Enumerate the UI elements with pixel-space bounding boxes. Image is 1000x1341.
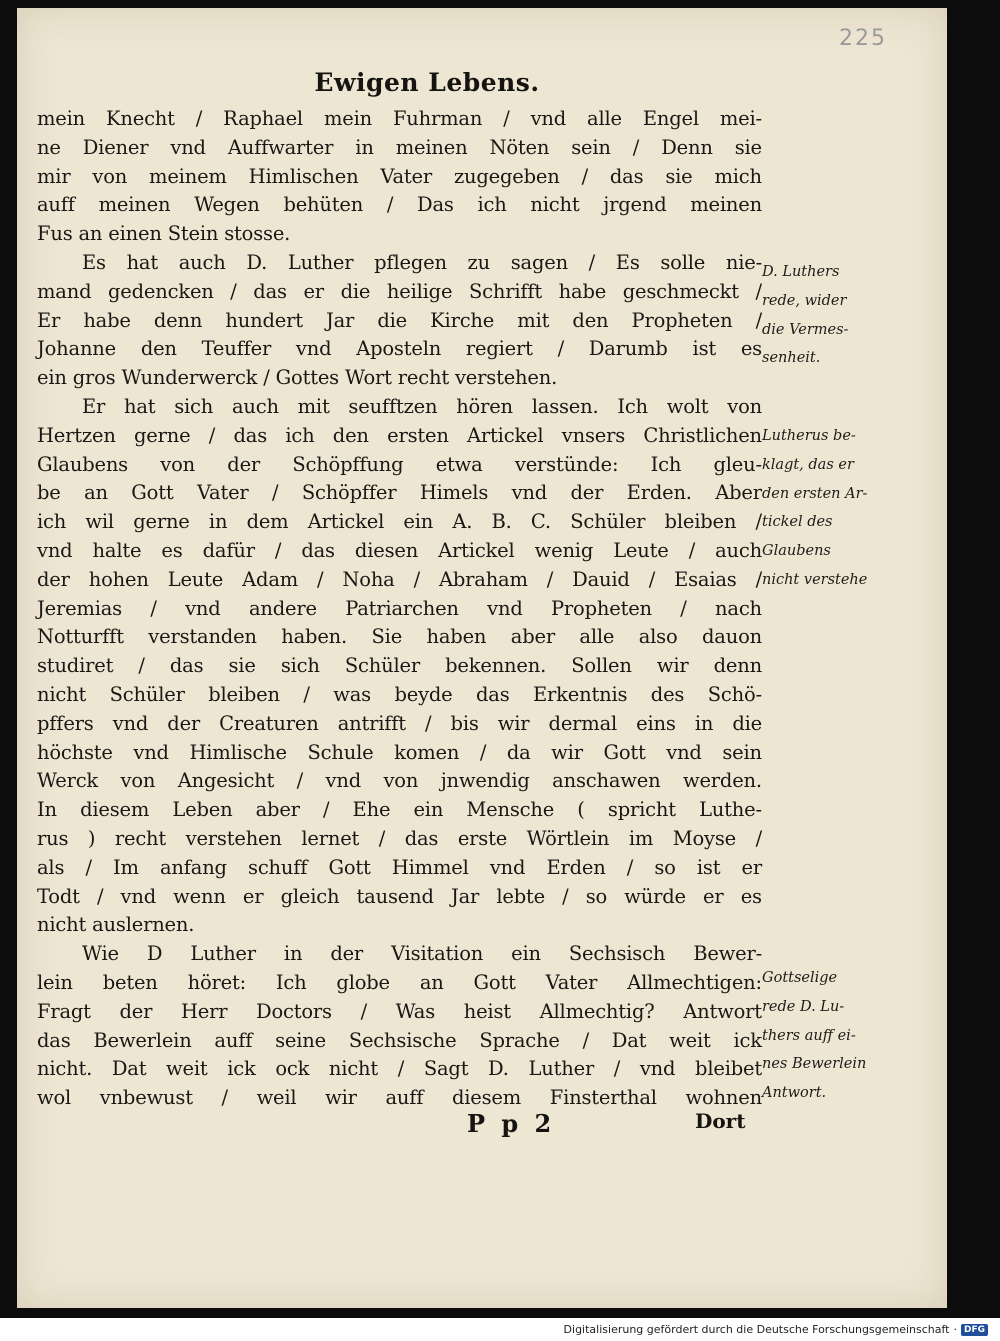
text-line: lein beten höret: Ich globe an Gott Vater Allmechtigen: — [37, 970, 762, 994]
text-line: Er habe denn hundert Jar die Kirche mit den Propheten / — [37, 308, 762, 332]
text-line: wol vnbewust / weil wir auff diesem Finsterthal wohnen — [37, 1086, 762, 1110]
text-line: mir von meinem Himlischen Vater zugegeben / das sie mich — [37, 164, 762, 188]
text-line: In diesem Leben aber / Ehe ein Mensche ( spricht Luthe- — [37, 798, 762, 822]
text-line: Johanne den Teuffer vnd Aposteln regiert / Darumb ist es — [37, 337, 762, 361]
text-line: pffers vnd der Creaturen antrifft / bis wir dermal eins in die — [37, 711, 762, 735]
marginal-line: nicht verstehe — [762, 571, 868, 588]
text-line: Todt / vnd wenn er gleich tausend Jar lebte / so würde er es — [37, 884, 762, 908]
marginal-line: den ersten Ar- — [762, 485, 868, 502]
text-line: Notturfft verstanden haben. Sie haben aber alle also dauon — [37, 625, 762, 649]
text-line: der hohen Leute Adam / Noha / Abraham / Dauid / Esaias / — [37, 567, 762, 591]
text-line: höchste vnd Himlische Schule komen / da wir Gott vnd sein — [37, 740, 762, 764]
marginal-line: Antwort. — [762, 1085, 827, 1102]
text-line: Wie D Luther in der Visitation ein Sechsisch Bewer- — [82, 942, 762, 966]
folio-number: 225 — [839, 26, 887, 51]
text-line: Werck von Angesicht / vnd von jnwendig anschawen werden. — [37, 769, 762, 793]
text-line: be an Gott Vater / Schöpffer Himels vnd der Erden. Aber — [37, 481, 762, 505]
marginal-note-2 — [762, 422, 887, 595]
text-line: ich wil gerne in dem Artickel ein A. B. C. Schüler bleiben / — [37, 510, 762, 534]
marginal-line: klagt, das er — [762, 456, 854, 473]
marginal-line: Gottselige — [762, 970, 838, 986]
marginal-note-3 — [762, 964, 887, 1108]
text-line: ne Diener vnd Auffwarter in meinen Nöten sein / Denn sie — [37, 135, 762, 159]
text-line: Es hat auch D. Luther pflegen zu sagen / Es solle nie- — [82, 250, 762, 274]
text-line: nicht auslernen. — [37, 913, 195, 937]
text-line: mand gedencken / das er die heilige Schrifft habe geschmeckt / — [37, 279, 762, 303]
text-line: nicht. Dat weit ick ock nicht / Sagt D. Luther / vnd bleibet — [37, 1057, 762, 1081]
text-line: Fus an einen Stein stosse. — [37, 222, 291, 246]
marginal-line: rede D. Lu- — [762, 998, 845, 1015]
signature-mark: P p 2 — [467, 1109, 556, 1138]
marginal-line: tickel des — [762, 514, 833, 531]
marginal-line: die Vermes- — [762, 321, 849, 338]
text-line: ein gros Wunderwerck / Gottes Wort recht verstehen. — [37, 366, 558, 390]
text-line: Jeremias / vnd andere Patriarchen vnd Propheten / nach — [37, 596, 762, 620]
catchword: Dort — [695, 1109, 746, 1133]
marginal-line: nes Bewerlein — [762, 1056, 867, 1073]
dfg-logo-icon: DFG — [961, 1324, 988, 1336]
marginal-line: Lutherus be- — [762, 428, 856, 444]
text-block — [37, 105, 762, 1113]
running-head: Ewigen Lebens. — [314, 68, 540, 97]
text-line: Hertzen gerne / das ich den ersten Artickel vnsers Christlichen — [37, 423, 762, 447]
text-line: nicht Schüler bleiben / was beyde das Erkentnis des Schö- — [37, 682, 762, 706]
text-line: auff meinen Wegen behüten / Das ich nicht jrgend meinen — [37, 193, 762, 217]
marginal-line: rede, wider — [762, 292, 847, 309]
text-line: mein Knecht / Raphael mein Fuhrman / vnd alle Engel mei- — [37, 107, 762, 130]
text-line: das Bewerlein auff seine Sechsische Sprache / Dat weit ick — [37, 1028, 762, 1052]
credit-text: Digitalisierung gefördert durch die Deutsche Forschungsgemeinschaft — [563, 1323, 950, 1336]
text-line: vnd halte es dafür / das diesen Artickel wenig Leute / auch — [37, 538, 762, 562]
marginal-line: Glaubens — [762, 543, 831, 560]
digitization-credit: Digitalisierung gefördert durch die Deutsche Forschungsgemeinschaft · DFG — [564, 1323, 988, 1336]
text-line: studiret / das sie sich Schüler bekennen. Sollen wir denn — [37, 654, 762, 678]
text-line: Glaubens von der Schöpffung etwa verstünde: Ich gleu- — [37, 452, 762, 476]
text-line: als / Im anfang schuff Gott Himmel vnd Erden / so ist er — [37, 855, 762, 879]
book-page — [17, 8, 947, 1308]
marginal-line: thers auff ei- — [762, 1027, 856, 1044]
text-line: rus ) recht verstehen lernet / das erste Wörtlein im Moyse / — [37, 826, 762, 850]
marginal-note-1 — [762, 258, 887, 373]
text-line: Er hat sich auch mit seufftzen hören lassen. Ich wolt von — [82, 394, 762, 418]
text-line: Fragt der Herr Doctors / Was heist Allmechtig? Antwort — [37, 999, 762, 1023]
marginal-line: D. Luthers — [762, 264, 840, 280]
marginal-line: senheit. — [762, 350, 821, 367]
